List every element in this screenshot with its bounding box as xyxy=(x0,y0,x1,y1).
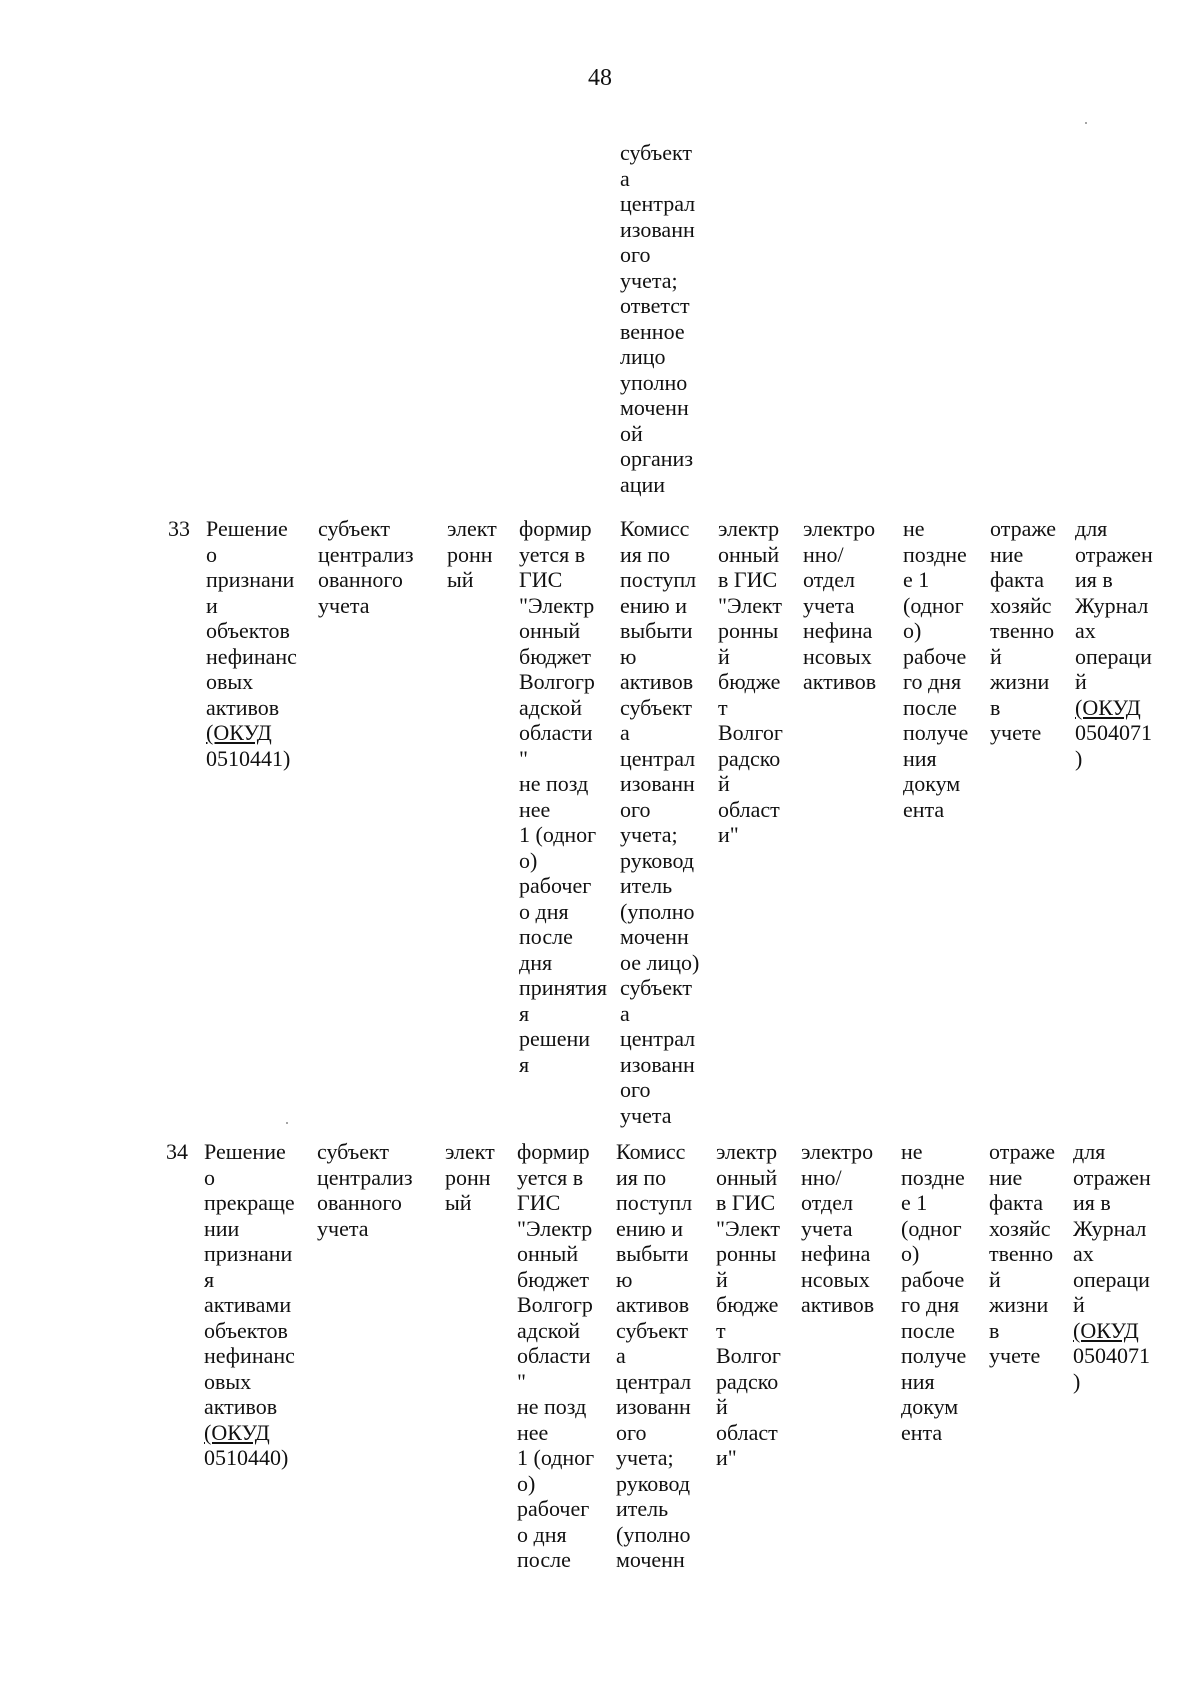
document-name: Решение о признани и объектов нефинанс овых активов xyxy=(206,516,297,720)
transfer-form-cell: электр онный в ГИС "Элект ронны й бюдже т Волгог радско й област и" xyxy=(716,1139,781,1470)
register-code: 0504071 ) xyxy=(1073,1343,1150,1394)
document-cell xyxy=(204,1139,295,1471)
register-name: для отражен ия в Журнал ах операци й xyxy=(1073,1139,1151,1317)
transfer-form-cell: электр онный в ГИС "Элект ронны й бюдже т Волгог радско й област и" xyxy=(718,516,783,847)
purpose-cell: отраже ние факта хозяйс твенно й жизни в учете xyxy=(990,516,1057,745)
document-code: 0510440) xyxy=(204,1445,289,1470)
register-name: для отражен ия в Журнал ах операци й xyxy=(1075,516,1153,694)
transfer-deadline-cell: не поздне е 1 (одног о) рабоче го дня после получе ния докум ента xyxy=(901,1139,967,1445)
purpose-cell: отраже ние факта хозяйс твенно й жизни в учете xyxy=(989,1139,1056,1368)
scan-speck xyxy=(1085,122,1087,124)
recipient-cell: электро нно/ отдел учета нефина нсовых активов xyxy=(803,516,877,694)
document-okud-link[interactable]: (ОКУД xyxy=(204,1419,270,1445)
register-okud-link[interactable]: (ОКУД xyxy=(1075,694,1141,720)
form-cell: элект ронн ый xyxy=(445,1139,495,1215)
recipient-cell: электро нно/ отдел учета нефина нсовых активов xyxy=(801,1139,875,1317)
deadline-cell: формир уется в ГИС "Электр онный бюджет Волгогр адской области " не позд нее 1 (одног о) рабочег о дня после дня принятия я решени я xyxy=(519,516,607,1077)
composer-cell: субъект централиз ованного учета xyxy=(318,516,414,618)
document-code: 0510441) xyxy=(206,745,291,771)
row-number: 33 xyxy=(168,516,190,541)
deadline-cell: формир уется в ГИС "Электр онный бюджет Волгогр адской области " не позд нее 1 (одног о) рабочег о дня после xyxy=(517,1139,595,1572)
scan-speck xyxy=(286,1122,288,1124)
document-name: Решение о прекраще нии признани я активами объектов нефинанс овых активов xyxy=(204,1139,295,1419)
responsible-cell: Комисс ия по поступл ению и выбыти ю активов субъект а централ изованн ого учета; руковод итель (уполно моченн xyxy=(616,1139,693,1572)
register-cell xyxy=(1075,516,1153,771)
transfer-deadline-cell: не поздне е 1 (одног о) рабоче го дня после получе ния докум ента xyxy=(903,516,969,822)
composer-cell: субъект централиз ованного учета xyxy=(317,1139,413,1241)
document-okud-link[interactable]: (ОКУД xyxy=(206,720,272,745)
document-cell xyxy=(206,516,297,771)
page-number: 48 xyxy=(588,65,612,91)
continued-responsible-cell: субъект а централ изованн ого учета; ответст венное лицо уполно моченн ой организ ации xyxy=(620,140,696,497)
form-cell: элект ронн ый xyxy=(447,516,497,592)
row-number: 34 xyxy=(166,1139,188,1164)
register-code: 0504071 ) xyxy=(1075,720,1152,771)
register-okud-link[interactable]: (ОКУД xyxy=(1073,1317,1139,1343)
responsible-cell: Комисс ия по поступл ению и выбыти ю активов субъект а централ изованн ого учета; руковод итель (уполно моченн ое лицо) субъект а централ изованн ого учета xyxy=(620,516,700,1128)
register-cell xyxy=(1073,1139,1151,1394)
